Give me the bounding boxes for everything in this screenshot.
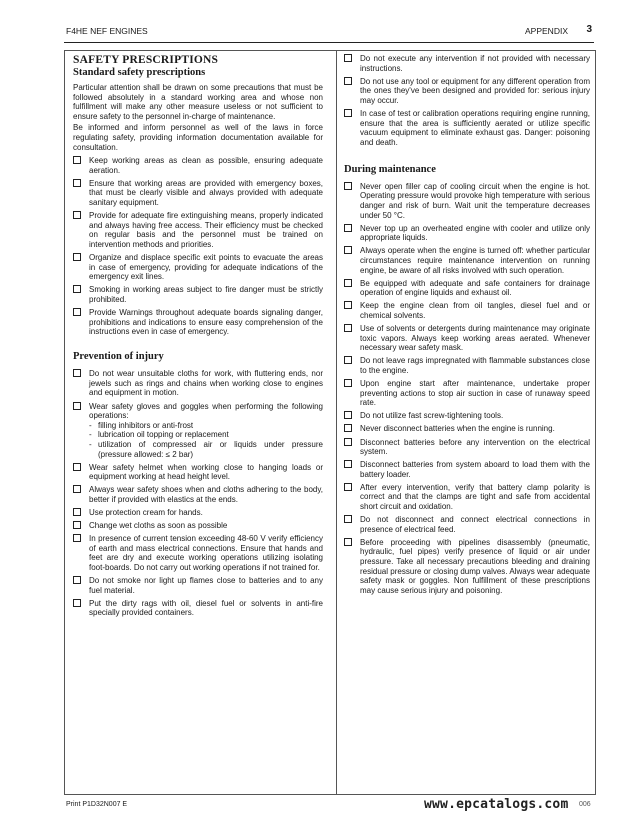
checklist-item: Use protection cream for hands.: [73, 508, 323, 518]
page-number: 3: [586, 24, 592, 35]
intro-paragraph: Particular attention shall be drawn on some precautions that must be followed absolutely in a standard working area and whose non fulfillment will make any other measure useless or not sufficient to ensure safety to the personnel in-charge of maintenance.: [73, 83, 323, 121]
checkbox-icon: [73, 156, 81, 164]
section-heading: During maintenance: [344, 163, 436, 175]
checkbox-icon: [344, 356, 352, 364]
checklist-item: Do not leave rags impregnated with flammable substances close to the engine.: [344, 356, 590, 375]
checkbox-icon: [344, 301, 352, 309]
checklist-item: Do not wear unsuitable cloths for work, with fluttering ends, nor jewels such as rings and chains when working close to engines and equipment in motion.: [73, 369, 323, 398]
checklist-item: Smoking in working areas subject to fire danger must be strictly prohibited.: [73, 285, 323, 304]
checkbox-icon: [73, 508, 81, 516]
checkbox-icon: [344, 54, 352, 62]
checkbox-icon: [344, 424, 352, 432]
checkbox-icon: [344, 379, 352, 387]
right-column: [344, 54, 590, 599]
checkbox-icon: [344, 246, 352, 254]
checklist-item: Keep working areas as clean as possible, ensuring adequate aeration.: [73, 156, 323, 175]
checklist-item: Never top up an overheated engine with cooler and utilize only appropriate liquids.: [344, 224, 590, 243]
section-subtitle: Standard safety prescriptions: [73, 67, 206, 78]
checkbox-icon: [73, 576, 81, 584]
checkbox-icon: [73, 521, 81, 529]
watermark: www.epcatalogs.com: [424, 797, 569, 812]
page-header: [64, 24, 594, 43]
checklist-item: After every intervention, verify that battery clamp polarity is correct and that the clamps are tight and safe from accidental short circuit and oxidation.: [344, 483, 590, 512]
checkbox-icon: [344, 538, 352, 546]
checkbox-icon: [73, 369, 81, 377]
intro-paragraph: Be informed and inform personnel as well of the laws in force regulating safety, providing information documentation available for consultation.: [73, 123, 323, 152]
checklist-item: Always operate when the engine is turned off: whether particular circumstances require maintenance intervention on running engine, be aware of all risks involved with such operation.: [344, 246, 590, 275]
checklist-item: Never open filler cap of cooling circuit when the engine is hot. Operating pressure would provoke high temperature with serious danger and risk of burn. Wait unit the temperature decreases under 50 °C.: [344, 182, 590, 220]
checklist-item: Do not execute any intervention if not provided with necessary instructions.: [344, 54, 590, 73]
checkbox-icon: [73, 179, 81, 187]
checklist-item: Do not utilize fast screw-tightening tools.: [344, 411, 590, 421]
engine-name: F4HE NEF ENGINES: [66, 26, 148, 36]
checklist-item: Upon engine start after maintenance, undertake proper preventing actions to stop air suction in case of runaway speed rate.: [344, 379, 590, 408]
checkbox-icon: [73, 599, 81, 607]
sub-item: - utilization of compressed air or liquids under pressure (pressure allowed: ≤ 2 bar): [89, 439, 323, 459]
checkbox-icon: [344, 460, 352, 468]
section-heading: Prevention of injury: [73, 351, 164, 363]
checkbox-icon: [344, 182, 352, 190]
sub-item: - filling inhibitors or anti-frost: [89, 420, 194, 430]
checklist-item: Do not disconnect and connect electrical connections in presence of electrical feed.: [344, 515, 590, 534]
checkbox-icon: [344, 411, 352, 419]
column-divider: [336, 50, 337, 795]
checkbox-icon: [73, 485, 81, 493]
checkbox-icon: [344, 279, 352, 287]
sub-item: - lubrication oil topping or replacement: [89, 430, 229, 440]
checkbox-icon: [344, 109, 352, 117]
checklist-item: Ensure that working areas are provided with emergency boxes, that must be clearly visible and always provided with adequate sanitary equipment.: [73, 179, 323, 208]
checklist-item: Disconnect batteries before any intervention on the electrical system.: [344, 438, 590, 457]
checklist-item: Keep the engine clean from oil tangles, diesel fuel and or chemical solvents.: [344, 301, 590, 320]
checklist-item: In case of test or calibration operations requiring engine running, ensure that the area is sufficiently aerated or utilize specific vacuum equipment to eliminate exhaust gas. Danger: poisoning and death.: [344, 109, 590, 147]
checkbox-icon: [73, 285, 81, 293]
checkbox-icon: [73, 534, 81, 542]
section-name: APPENDIX: [525, 26, 568, 36]
print-code: Print P1D32N007 E: [66, 801, 128, 808]
checklist-item: Change wet cloths as soon as possible: [73, 521, 323, 531]
checklist-item: Do not smoke nor light up flames close to batteries and to any fuel material.: [73, 576, 323, 595]
checklist-item: Use of solvents or detergents during maintenance may originate toxic vapors. Always keep working areas aerated. Whenever necessary wear safety mask.: [344, 324, 590, 353]
checklist-item: Provide for adequate fire extinguishing means, properly indicated and always having free access. Their efficiency must be checked on regular basis and the personnel must be trained on intervention methods and priorities.: [73, 211, 323, 249]
checklist-item: Wear safety helmet when working close to hanging loads or equipment working at head height level.: [73, 463, 323, 482]
checkbox-icon: [344, 224, 352, 232]
checklist-item: Disconnect batteries from system aboard to load them with the battery loader.: [344, 460, 590, 479]
checklist-item: Be equipped with adequate and safe containers for drainage operation of engine liquids and exhaust oil.: [344, 279, 590, 298]
checkbox-icon: [344, 324, 352, 332]
checkbox-icon: [344, 438, 352, 446]
checkbox-icon: [344, 77, 352, 85]
checklist-item: Do not use any tool or equipment for any different operation from the ones they've been designed and provided for: serious injury may occur.: [344, 77, 590, 106]
checkbox-icon: [344, 515, 352, 523]
checklist-item: Always wear safety shoes when and cloths adhering to the body, better if provided with elastics at the ends.: [73, 485, 323, 504]
checklist-item: Provide Warnings throughout adequate boards signaling danger, prohibitions and indications to ensure easy comprehension of the instructions even in case of emergency.: [73, 308, 323, 337]
item-text: Wear safety gloves and goggles when performing the following operations:: [89, 401, 323, 421]
checkbox-icon: [73, 308, 81, 316]
footer-code: 006: [579, 801, 591, 808]
checklist-item: In presence of current tension exceeding 48-60 V verify efficiency of earth and mass electrical connections. Ensure that hands and feet are dry and execute working operations utilizing isolating foot-boards. Do not carry out working operations if not trained for.: [73, 534, 323, 572]
checklist-item: [73, 402, 323, 460]
checkbox-icon: [344, 483, 352, 491]
section-title: SAFETY PRESCRIPTIONS: [73, 54, 219, 66]
left-column: [73, 54, 323, 621]
checkbox-icon: [73, 463, 81, 471]
checklist-item: Before proceeding with pipelines disassembly (pneumatic, hydraulic, fuel pipes) verify presence of liquid or air under pressure. Take all necessary precautions bleeding and draining residual pressure or closing dump valves. Always wear adequate safety mask or goggles. Non fulfillment of these prescriptions may cause serious injury and poisoning.: [344, 538, 590, 596]
checklist-item: Put the dirty rags with oil, diesel fuel or solvents in anti-fire specially provided containers.: [73, 599, 323, 618]
checkbox-icon: [73, 402, 81, 410]
checkbox-icon: [73, 253, 81, 261]
checkbox-icon: [73, 211, 81, 219]
checklist-item: Organize and displace specific exit points to evacuate the areas in case of emergency, providing for adequate indications of the emergency exit lines.: [73, 253, 323, 282]
checklist-item: Never disconnect batteries when the engine is running.: [344, 424, 590, 434]
